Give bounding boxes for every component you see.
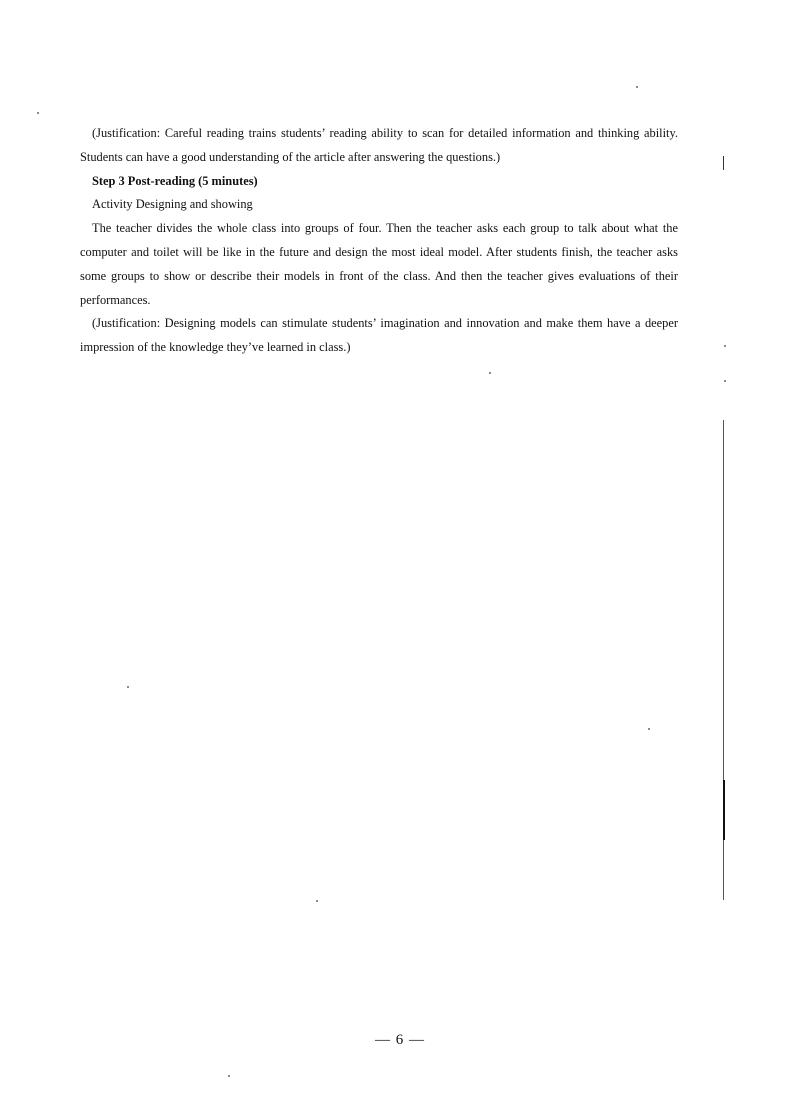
activity-title: Activity Designing and showing [92, 197, 253, 212]
document-body [80, 122, 678, 360]
scan-speck [228, 1075, 230, 1077]
scan-speck [648, 728, 650, 730]
activity-description: The teacher divides the whole class into groups of four. Then the teacher asks each group to talk about what the computer and toilet will be like in the future and design the most ideal model. After students finish, the teacher asks some groups to show or describe their models in front of the class. And then the teacher gives evaluations of their performances. [80, 221, 678, 307]
justification-paragraph-design: (Justification: Designing models can stimulate students’ imagination and innovation and make them have a deeper impression of the knowledge they’ve learned in class.) [80, 316, 678, 355]
scan-speck [37, 112, 39, 114]
scan-speck [127, 686, 129, 688]
scan-speck [316, 900, 318, 902]
scan-margin-line-thick [723, 780, 725, 840]
scan-margin-mark [723, 156, 724, 170]
scan-speck [724, 345, 726, 347]
step-heading: Step 3 Post-reading (5 minutes) [92, 173, 258, 188]
scan-speck [724, 380, 726, 382]
page-number: — 6 — [375, 1032, 425, 1048]
scan-speck [636, 86, 638, 88]
scan-speck [489, 372, 491, 374]
justification-paragraph-reading: (Justification: Careful reading trains students’ reading ability to scan for detailed information and thinking ability. Students can have a good understanding of the article after answering the questions.) [80, 126, 678, 164]
